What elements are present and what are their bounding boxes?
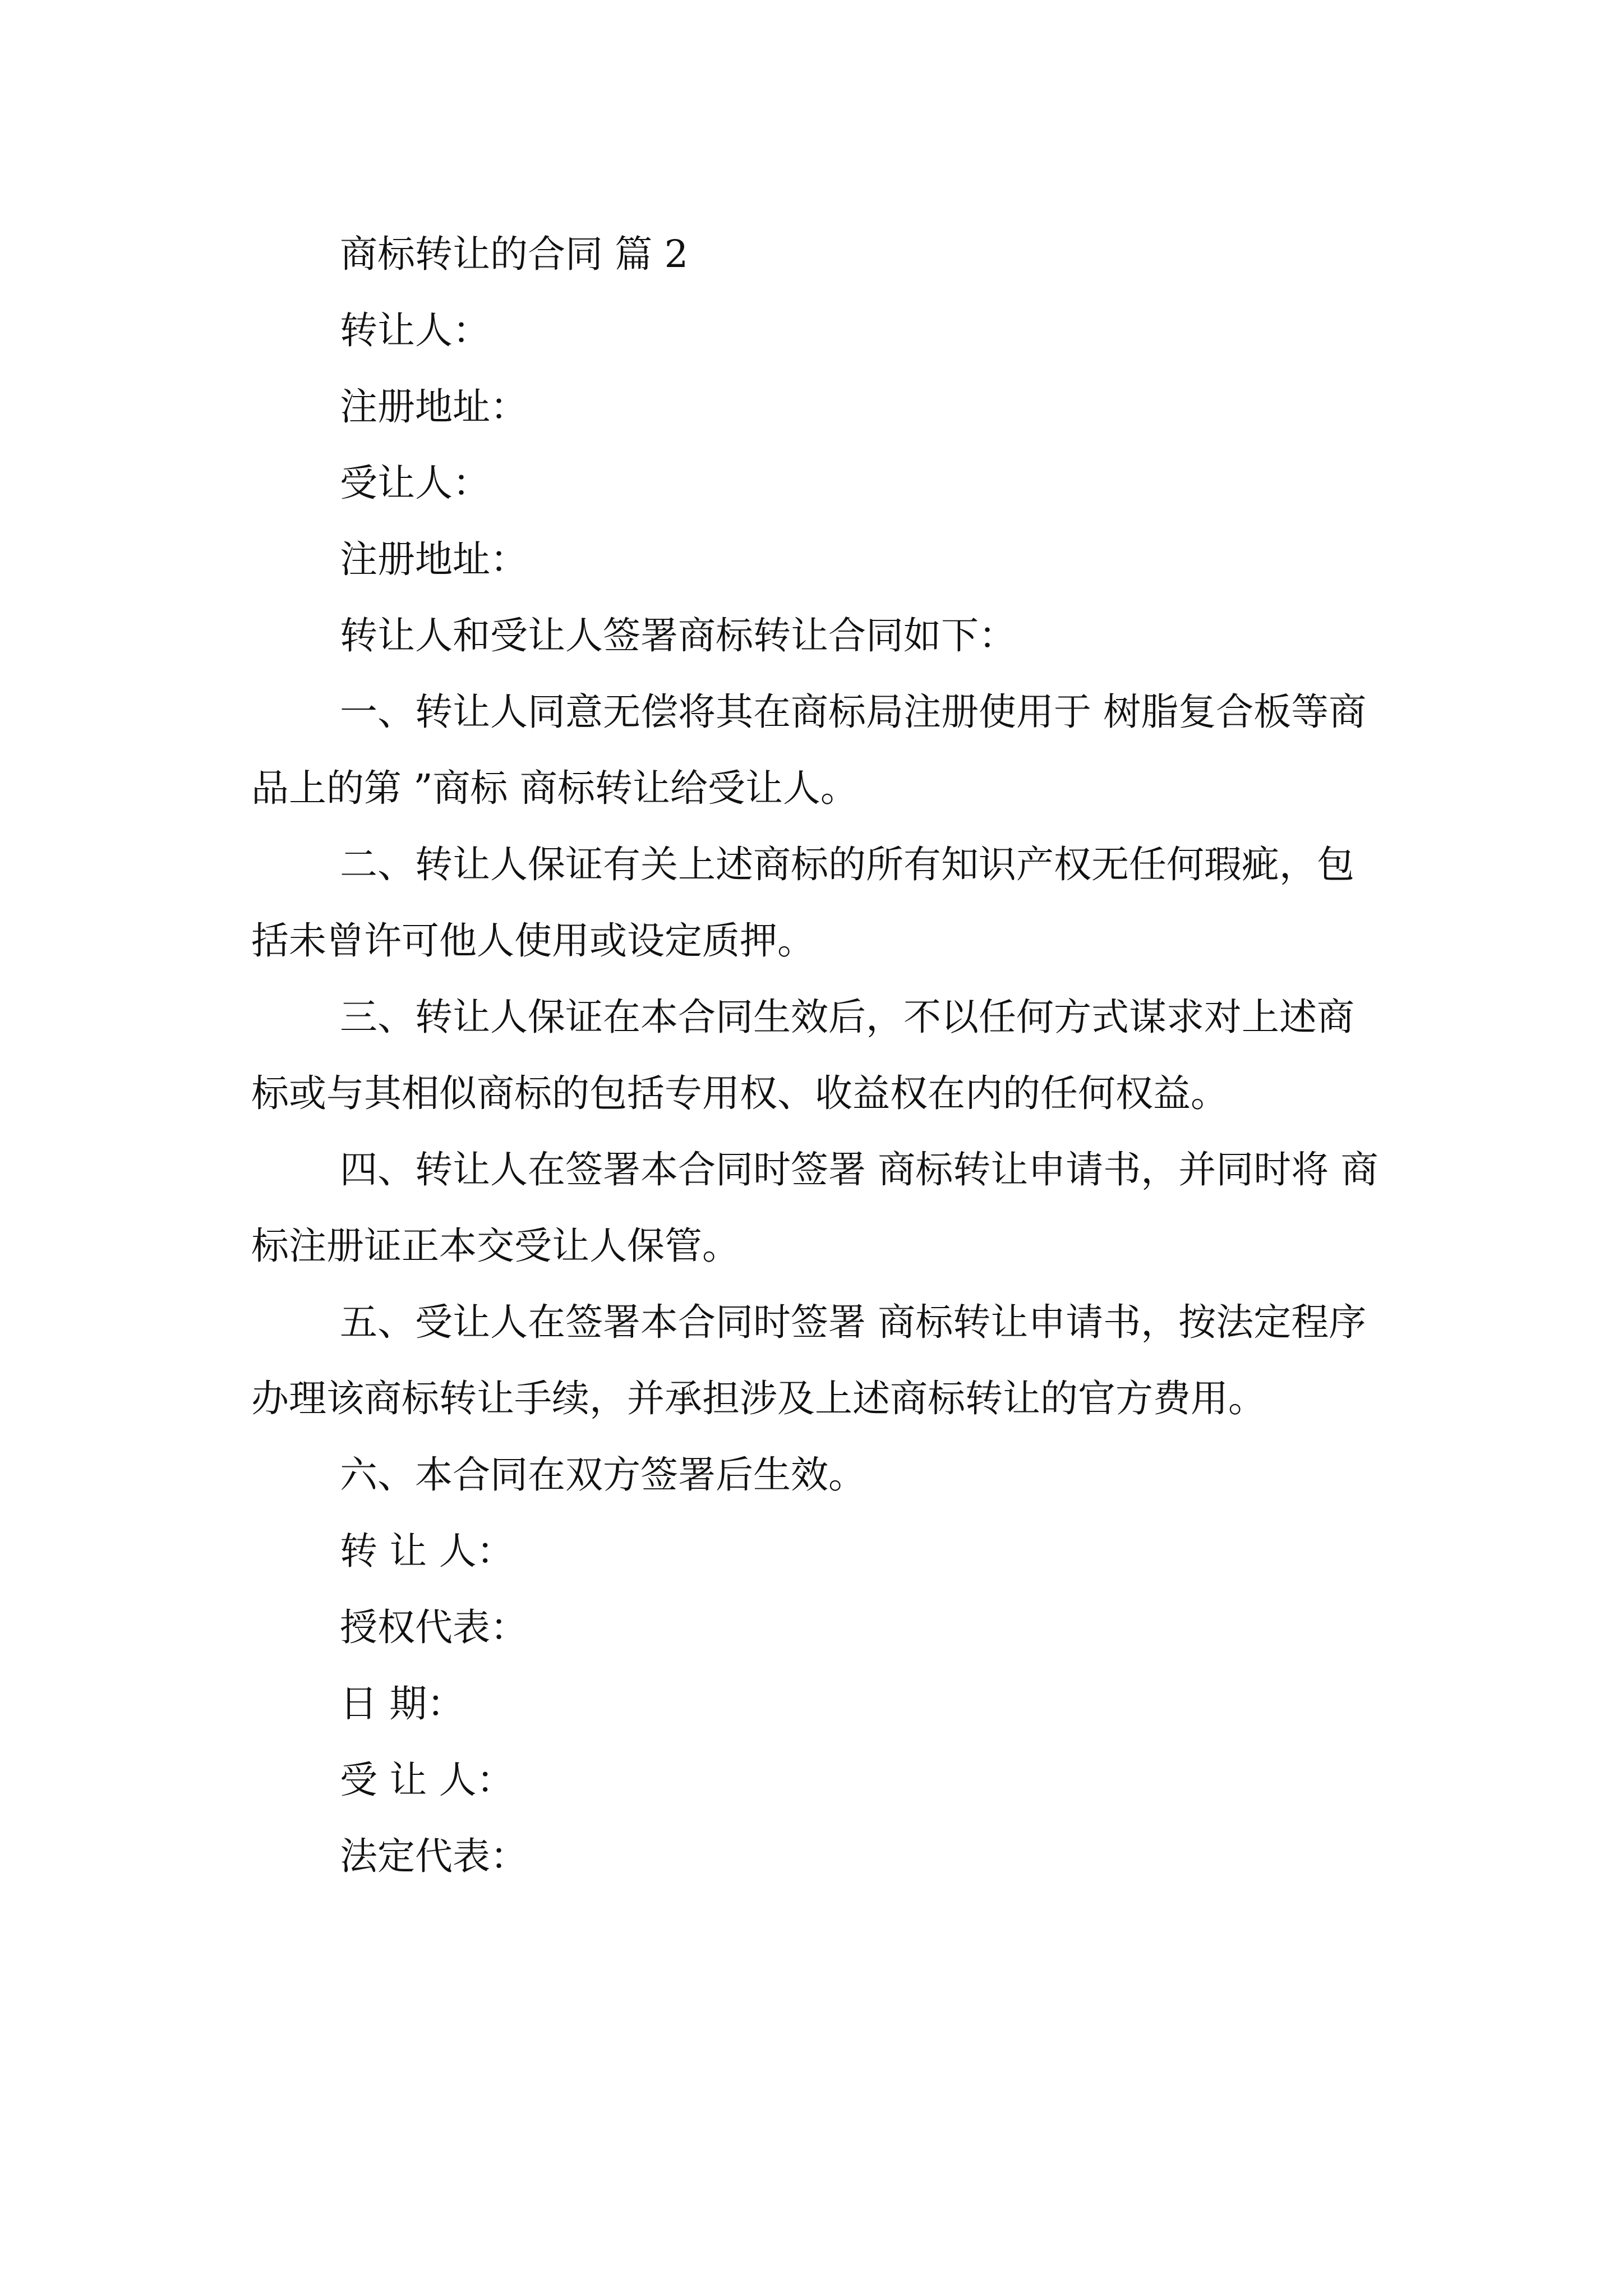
clause-3: 三、转让人保证在本合同生效后，不以任何方式谋求对上述商标或与其相似商标的包括专用权、收益权在内的任何权益。 xyxy=(251,995,1354,1115)
signature-legal-rep: 法定代表： xyxy=(340,1834,528,1878)
field-transferee-address: 注册地址： xyxy=(340,537,528,581)
field-transferee: 受让人： xyxy=(340,461,490,505)
document-body xyxy=(251,216,1390,1894)
clause-6: 六、本合同在双方签署后生效。 xyxy=(340,1453,866,1497)
signature-transferor: 转 让 人： xyxy=(340,1529,514,1573)
clause-1: 一、转让人同意无偿将其在商标局注册使用于 树脂复合板等商品上的第 ”商标 商标转让给受让人。 xyxy=(251,690,1367,810)
clause-4: 四、转让人在签署本合同时签署 商标转让申请书，并同时将 商标注册证正本交受让人保管。 xyxy=(251,1148,1378,1268)
signature-date: 日 期： xyxy=(340,1682,465,1726)
clause-2: 二、转让人保证有关上述商标的所有知识产权无任何瑕疵，包括未曾许可他人使用或设定质押。 xyxy=(251,843,1354,963)
document-title: 商标转让的合同 篇 2 xyxy=(340,232,689,276)
intro-paragraph: 转让人和受让人签署商标转让合同如下： xyxy=(340,614,1016,657)
signature-transferee: 受 让 人： xyxy=(340,1758,514,1802)
clause-5: 五、受让人在签署本合同时签署 商标转让申请书，按法定程序办理该商标转让手续，并承担涉及上述商标转让的官方费用。 xyxy=(251,1300,1367,1420)
field-transferor-address: 注册地址： xyxy=(340,385,528,429)
field-transferor: 转让人： xyxy=(340,309,490,352)
signature-authorized-rep: 授权代表： xyxy=(340,1605,528,1649)
